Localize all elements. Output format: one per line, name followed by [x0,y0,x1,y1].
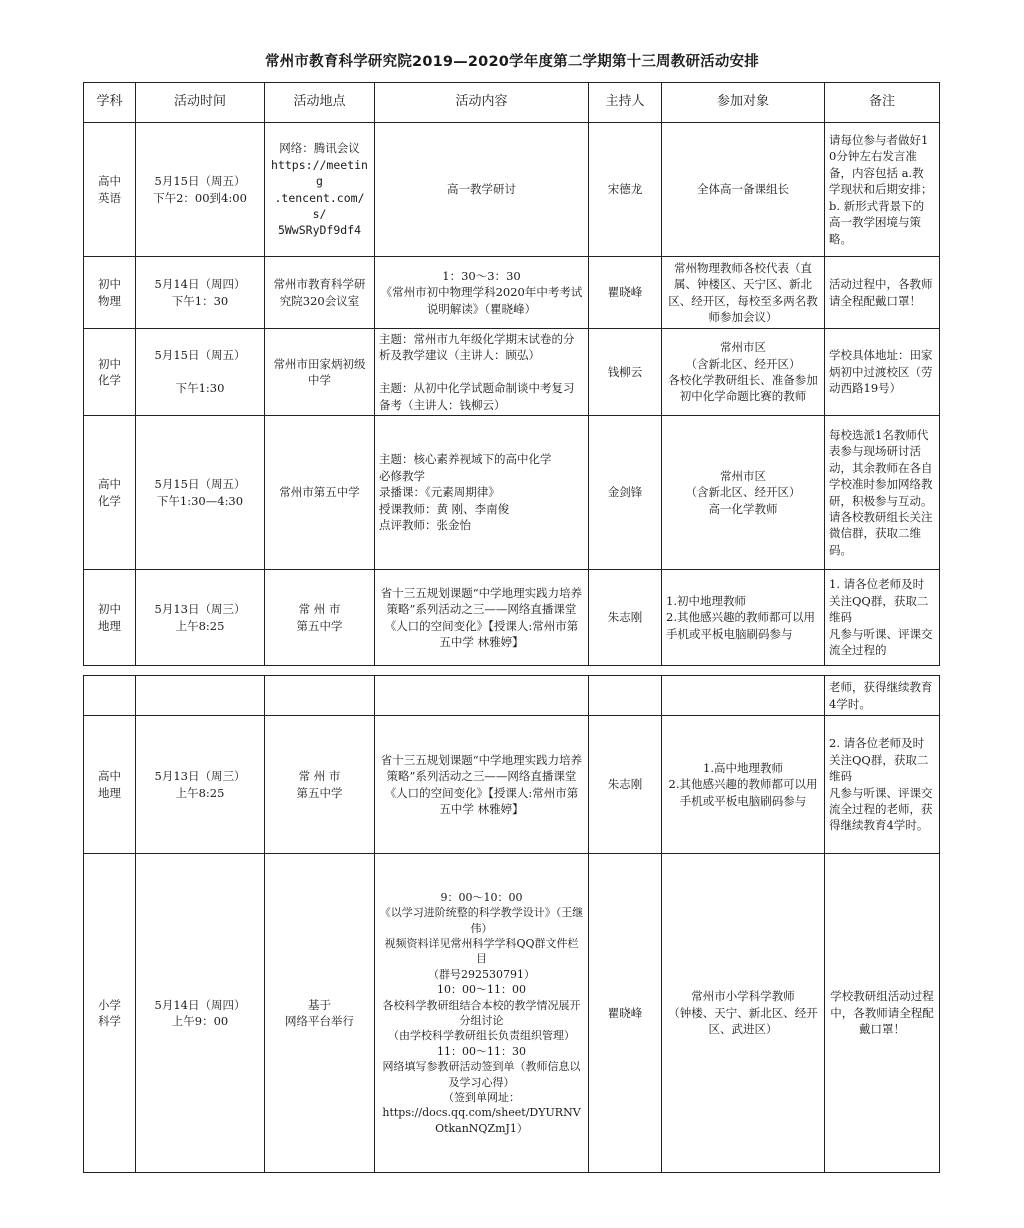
place-cell: 常州市田家炳初级中学 [265,329,375,416]
time-cell: 5月13日（周三） 上午8:25 [136,570,265,666]
header-host: 主持人 [589,83,662,123]
host-cell: 朱志刚 [589,716,662,854]
subject-cell: 高中 英语 [84,123,136,257]
place-cell: 常 州 市 第五中学 [265,570,375,666]
table-row [84,123,940,257]
time-cell: 5月14日（周四） 下午1：30 [136,257,265,329]
content-cell: 高一教学研讨 [375,123,589,257]
host-cell: 宋德龙 [589,123,662,257]
time-cell: 5月13日（周三） 上午8:25 [136,716,265,854]
content-cell: 省十三五规划课题“中学地理实践力培养策略”系列活动之三——网络直播课堂《人口的空间变化》【授课人:常州市第五中学 林雅婷】 [375,716,589,854]
host-cell: 金剑锋 [589,416,662,570]
place-cell: 常州市第五中学 [265,416,375,570]
subject-cell: 高中 地理 [84,716,136,854]
table-row [84,570,940,666]
content-cell: 1：30～3：30 《常州市初中物理学科2020年中考考试说明解读》（瞿晓峰） [375,257,589,329]
participants-cell: 1.高中地理教师 2.其他感兴趣的教师都可以用手机或平板电脑刷码参与 [662,716,825,854]
host-cell: 瞿晓峰 [589,854,662,1173]
time-cell: 5月15日（周五） 下午1:30 [136,329,265,416]
notes-cell: 学校具体地址：田家炳初中过渡校区（劳动西路19号） [825,329,940,416]
empty-cell [136,676,265,716]
time-cell: 5月15日（周五） 下午2：00到4:00 [136,123,265,257]
place-cell: 基于 网络平台举行 [265,854,375,1173]
subject-cell: 小学 科学 [84,854,136,1173]
header-notes: 备注 [825,83,940,123]
page-title: 常州市教育科学研究院2019—2020学年度第二学期第十三周教研活动安排 [265,54,759,70]
content-cell: 省十三五规划课题“中学地理实践力培养策略”系列活动之三——网络直播课堂《人口的空间变化》【授课人:常州市第五中学 林雅婷】 [375,570,589,666]
host-cell: 钱柳云 [589,329,662,416]
subject-cell: 初中 化学 [84,329,136,416]
empty-cell [265,676,375,716]
table-row [84,257,940,329]
subject-cell: 高中 化学 [84,416,136,570]
host-cell: 朱志刚 [589,570,662,666]
header-subject: 学科 [84,83,136,123]
participants-cell: 常州市区 （含新北区、经开区） 高一化学教师 [662,416,825,570]
subject-cell: 初中 物理 [84,257,136,329]
time-cell: 5月14日（周四） 上午9：00 [136,854,265,1173]
content-cell: 主题：常州市九年级化学期末试卷的分析及教学建议（主讲人：顾弘） 主题：从初中化学试题命制谈中考复习备考（主讲人：钱柳云） [375,329,589,416]
notes-cell: 活动过程中，各教师请全程配戴口罩！ [825,257,940,329]
empty-cell [375,676,589,716]
empty-cell [589,676,662,716]
empty-cell [662,676,825,716]
schedule-table [83,82,940,666]
header-participants: 参加对象 [662,83,825,123]
notes-cell: 请每位参与者做好10分钟左右发言准备，内容包括 a.教学现状和后期安排；b. 新形式背景下的高一教学困境与策略。 [825,123,940,257]
participants-cell: 1.初中地理教师 2.其他感兴趣的教师都可以用手机或平板电脑刷码参与 [662,570,825,666]
place-cell: 常州市教育科学研究院320会议室 [265,257,375,329]
content-cell: 主题：核心素养视域下的高中化学 必修教学 录播课：《元素周期律》 授课教师：黄 刚、李南俊 点评教师：张金怡 [375,416,589,570]
content-cell: 9：00～10：00 《以学习进阶统整的科学教学设计》（王继伟） 视频资料详见常州科学学科QQ群文件栏目 （群号292530791） 10：00～11：00 各校科学教研组结合本校的教学情况展开分组讨论 （由学校科学教研组长负责组织管理） 11：00～11：30 网络填写参教研活动签到单（教师信息以及学习心得） （签到单网址： https://docs.qq.com/sheet/DYURNVOtkanNQZmJ1） [375,854,589,1173]
table-row [84,854,940,1173]
header-place: 活动地点 [265,83,375,123]
place-cell: 网络：腾讯会议 https://meeting .tencent.com/s/ 5WwSRyDf9df4 [265,123,375,257]
empty-cell [84,676,136,716]
notes-cell: 2. 请各位老师及时关注QQ群，获取二维码 凡参与听课、评课交流全过程的老师，获得继续教育4学时。 [825,716,940,854]
table-row [84,329,940,416]
table-header-row [84,83,940,123]
place-cell: 常 州 市 第五中学 [265,716,375,854]
header-content: 活动内容 [375,83,589,123]
header-time: 活动时间 [136,83,265,123]
table-row [84,416,940,570]
participants-cell: 常州市小学科学教师 （钟楼、天宁、新北区、经开区、武进区） [662,854,825,1173]
table-row [84,716,940,854]
notes-cell: 每校选派1名教师代表参与现场研讨活动，其余教师在各自学校准时参加网络教研，积极参与互动。请各校教研组长关注微信群，获取二维码。 [825,416,940,570]
table-row-continued [84,676,940,716]
host-cell: 瞿晓峰 [589,257,662,329]
notes-cell: 1. 请各位老师及时关注QQ群，获取二维码 凡参与听课、评课交流全过程的 [825,570,940,666]
participants-cell: 常州物理教师各校代表（直属、钟楼区、天宁区、新北区、经开区，每校至多两名教师参加会议） [662,257,825,329]
time-cell: 5月15日（周五） 下午1:30—4:30 [136,416,265,570]
participants-cell: 全体高一备课组长 [662,123,825,257]
notes-cell: 老师，获得继续教育4学时。 [825,676,940,716]
schedule-table-continued [83,675,940,1173]
subject-cell: 初中 地理 [84,570,136,666]
notes-cell: 学校教研组活动过程中，各教师请全程配戴口罩！ [825,854,940,1173]
participants-cell: 常州市区 （含新北区、经开区） 各校化学教研组长、准备参加初中化学命题比赛的教师 [662,329,825,416]
